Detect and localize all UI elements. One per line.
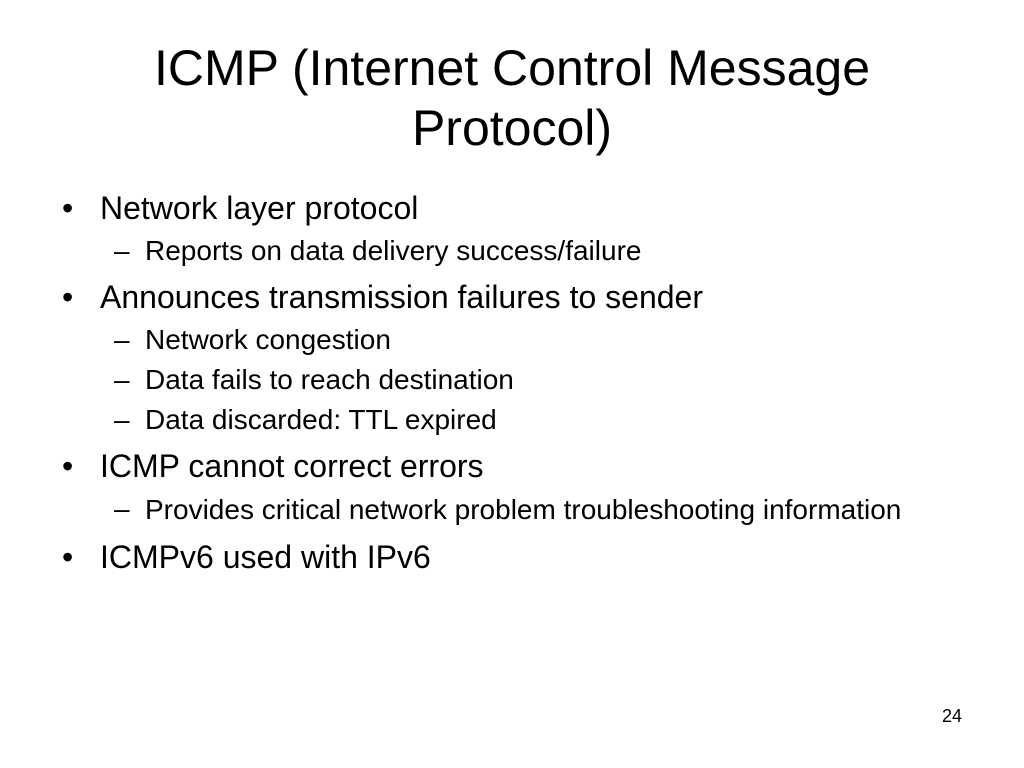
sub-bullet-text: Data fails to reach destination	[145, 364, 514, 395]
bullet-text: ICMPv6 used with IPv6	[100, 539, 431, 575]
bullet-text: Network layer protocol	[100, 190, 419, 226]
bullet-item	[62, 443, 962, 489]
sub-bullet-marker: –	[114, 235, 130, 266]
sub-bullet-item	[62, 360, 962, 400]
bullet-text: Announces transmission failures to sender	[100, 279, 703, 315]
slide-title-line-1: ICMP (Internet Control Message	[153, 40, 871, 96]
bullet-marker: •	[62, 279, 74, 315]
sub-bullet-item	[62, 489, 962, 531]
bullet-item	[62, 185, 962, 231]
sub-bullet-marker: –	[114, 493, 130, 524]
sub-bullet-marker: –	[114, 404, 130, 435]
sub-bullet-marker: –	[114, 364, 130, 395]
bullet-text: ICMP cannot correct errors	[100, 448, 484, 484]
sub-bullet-text: Data discarded: TTL expired	[145, 404, 497, 435]
sub-bullet-item	[62, 400, 962, 440]
sub-bullet-item	[62, 231, 962, 271]
slide-title-line-2: Protocol)	[411, 100, 613, 156]
sub-bullet-text: Provides critical network problem troubleshooting information	[145, 494, 902, 525]
bullet-marker: •	[62, 539, 74, 575]
bullet-item	[62, 534, 962, 580]
slide-title	[60, 38, 964, 158]
bullet-marker: •	[62, 190, 74, 226]
bullet-marker: •	[62, 448, 74, 484]
sub-bullet-text: Network congestion	[145, 324, 391, 355]
bullet-item	[62, 274, 962, 320]
slide-body	[62, 185, 962, 580]
sub-bullet-item	[62, 320, 962, 360]
page-number: 24	[941, 706, 962, 726]
sub-bullet-text: Reports on data delivery success/failure	[145, 235, 642, 266]
sub-bullet-marker: –	[114, 324, 130, 355]
